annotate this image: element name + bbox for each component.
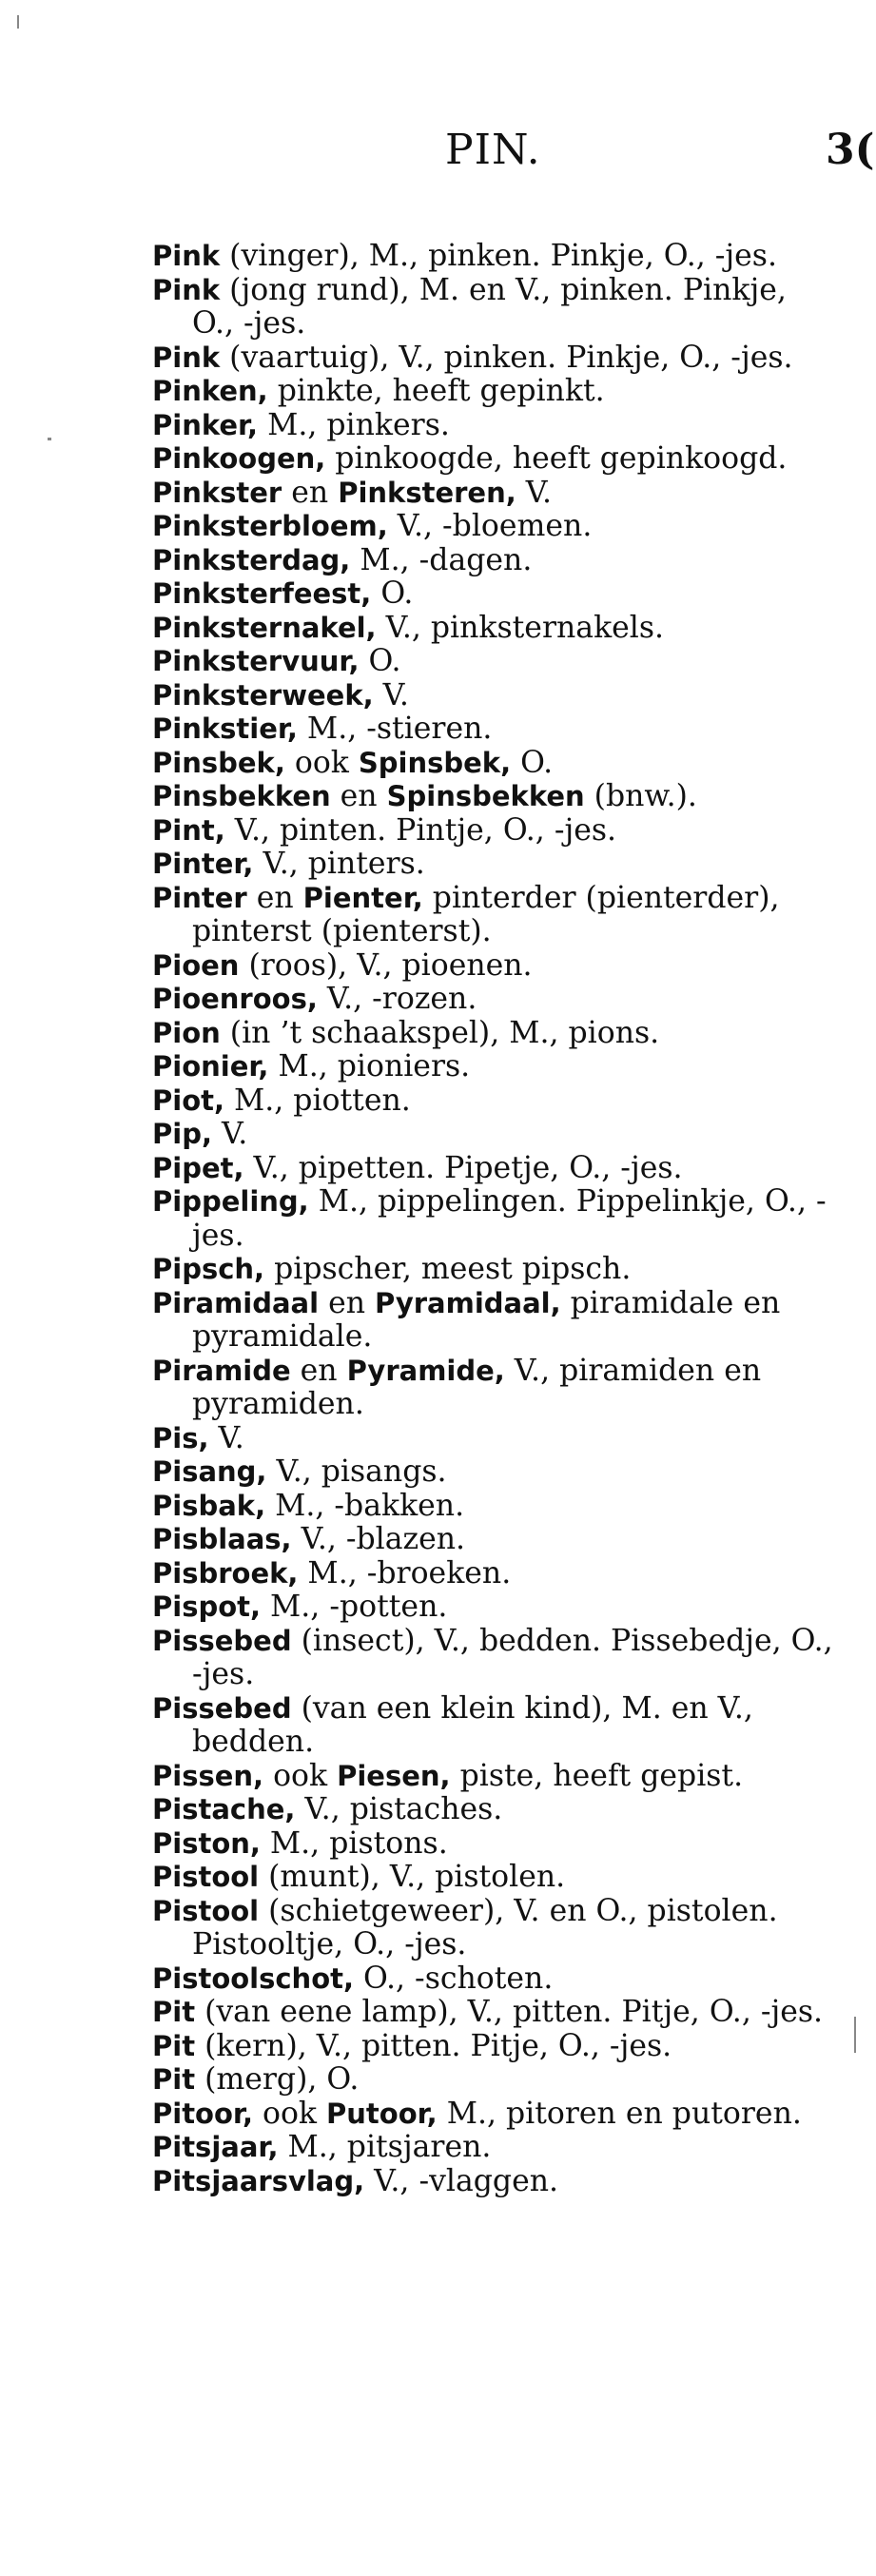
headword: Pinken, — [152, 375, 268, 407]
headword: Pioenroos, — [152, 983, 318, 1015]
dictionary-entry — [152, 1590, 837, 1625]
dictionary-entry — [152, 1523, 837, 1557]
dictionary-entry — [152, 1455, 837, 1490]
headword: Pitsjaarsvlag, — [152, 2164, 365, 2197]
headword: Pistache, — [152, 1793, 296, 1825]
dictionary-entry — [152, 2131, 837, 2165]
definition-text: en — [246, 880, 303, 915]
dictionary-entry — [152, 1355, 837, 1422]
headword: Piramide — [152, 1354, 291, 1387]
dictionary-entry — [152, 1422, 837, 1456]
headword: Spinsbek, — [358, 746, 512, 779]
dictionary-entry — [152, 1084, 837, 1119]
headword: Pitoor, — [152, 2097, 253, 2130]
headword: Piston, — [152, 1826, 261, 1860]
dictionary-entry — [152, 375, 837, 409]
definition-text: en — [330, 779, 387, 813]
dictionary-entry — [152, 848, 837, 882]
definition-text: pipscher, meest pipsch. — [264, 1252, 632, 1286]
dictionary-entry — [152, 1760, 837, 1794]
definition-text: V., pistaches. — [295, 1792, 503, 1826]
definition-text: pinkoogde, heeft gepinkoogd. — [325, 441, 788, 476]
headword: Pitsjaar, — [152, 2131, 279, 2163]
dictionary-entry — [152, 577, 837, 612]
definition-text: M., -bakken. — [265, 1488, 465, 1523]
headword: Pyramide, — [346, 1354, 505, 1387]
dictionary-entry — [152, 442, 837, 477]
dictionary-entry — [152, 240, 837, 274]
dictionary-entry — [152, 544, 837, 578]
headword: Spinsbekken — [386, 780, 585, 812]
definition-text: V., -rozen. — [317, 982, 477, 1016]
definition-text: pinterder (pienterder), pinterst (pienterst). — [192, 880, 780, 948]
dictionary-entry — [152, 645, 837, 679]
definition-text: M., -potten. — [261, 1590, 448, 1624]
headword: Pissebed — [152, 1624, 292, 1657]
headword: Pispot, — [152, 1590, 262, 1623]
headword: Pinkoogen, — [152, 442, 326, 475]
headword: Pistool — [152, 1894, 260, 1927]
dictionary-entry — [152, 1827, 837, 1862]
headword: Pinsbekken — [152, 780, 331, 812]
headword: Pisblaas, — [152, 1523, 292, 1555]
headword: Putoor, — [326, 2097, 438, 2130]
headword: Pipet, — [152, 1151, 244, 1184]
dictionary-entry — [152, 1625, 837, 1692]
headword: Pinsbek, — [152, 746, 285, 779]
headword: Pion — [152, 1016, 221, 1049]
headword: Pip, — [152, 1118, 212, 1150]
definition-text: (insect), V., bedden. Pissebedje, O., -jes. — [192, 1623, 833, 1691]
dictionary-entry — [152, 1017, 837, 1051]
definition-text: (vinger), M., pinken. Pinkje, O., -jes. — [220, 239, 777, 273]
definition-text: V., -bloemen. — [387, 509, 593, 543]
headword: Pisbroek, — [152, 1556, 299, 1590]
dictionary-entry — [152, 1895, 837, 1962]
headword: Pint, — [152, 813, 225, 847]
page-number: 3( — [826, 126, 875, 174]
headword: Pink — [152, 273, 221, 306]
headword: Pippeling, — [152, 1185, 309, 1218]
headword: Pissebed — [152, 1691, 292, 1725]
definition-text: M., pitsjaren. — [278, 2130, 492, 2164]
headword: Pink — [152, 240, 221, 272]
definition-text: (munt), V., pistolen. — [259, 1860, 566, 1894]
dictionary-entry — [152, 1490, 837, 1524]
dictionary-entry — [152, 712, 837, 747]
definition-text: M., -dagen. — [350, 542, 533, 577]
definition-text: (kern), V., pitten. Pitje, O., -jes. — [195, 2028, 672, 2063]
definition-text: M., pinkers. — [258, 407, 450, 442]
definition-text: (jong rund), M. en V., pinken. Pinkje, O., -jes. — [192, 272, 787, 341]
headword: Pissen, — [152, 1759, 264, 1792]
dictionary-entry — [152, 1692, 837, 1760]
headword: Pinter — [152, 881, 247, 914]
definition-text: pinkte, heeft gepinkt. — [267, 374, 605, 408]
definition-text: en — [290, 1353, 347, 1388]
definition-text: V., pinten. Pintje, O., -jes. — [224, 812, 617, 848]
headword: Pinksterdag, — [152, 543, 351, 576]
definition-text: piste, heeft gepist. — [450, 1758, 744, 1793]
definition-text: V., pisangs. — [266, 1454, 447, 1489]
headword: Pioen — [152, 948, 240, 982]
margin-mark — [48, 438, 51, 440]
headword: Pistool — [152, 1861, 260, 1893]
headword: Pinkstervuur, — [152, 645, 360, 677]
dictionary-entry — [152, 477, 837, 511]
definition-text: V., -vlaggen. — [364, 2163, 559, 2198]
definition-text: ook — [284, 745, 359, 780]
running-head: PIN. — [445, 126, 541, 174]
definition-text: V. — [211, 1117, 248, 1151]
definition-text: V., -blazen. — [291, 1522, 466, 1556]
definition-text: O. — [511, 745, 554, 780]
headword: Pinksterfeest, — [152, 577, 372, 610]
definition-text: piramidale en pyramidale. — [192, 1285, 781, 1354]
page-header — [0, 126, 876, 183]
dictionary-entry — [152, 747, 837, 781]
headword: Pink — [152, 341, 221, 374]
dictionary-entry — [152, 1557, 837, 1591]
dictionary-entry — [152, 1253, 837, 1287]
dictionary-entry — [152, 1861, 837, 1895]
dictionary-entry — [152, 949, 837, 984]
definition-text: ook — [263, 1758, 338, 1793]
headword: Pienter, — [302, 881, 423, 914]
definition-text: ook — [252, 2096, 327, 2131]
definition-text: (in ’t schaakspel), M., pions. — [220, 1015, 660, 1050]
definition-text: V. — [516, 475, 553, 510]
headword: Pinksterweek, — [152, 678, 374, 712]
dictionary-entry — [152, 2098, 837, 2132]
definition-text: O., -schoten. — [354, 1961, 554, 1996]
definition-text: en — [282, 475, 339, 510]
definition-text: (van eene lamp), V., pitten. Pitje, O., -jes. — [195, 1995, 824, 2029]
definition-text: (bnw.). — [584, 779, 697, 813]
definition-text: (van een klein kind), M. en V., bedden. — [192, 1690, 753, 1759]
definition-text: V. — [208, 1420, 244, 1455]
headword: Pinksterbloem, — [152, 510, 388, 542]
dictionary-entry — [152, 342, 837, 376]
definition-text: (roos), V., pioenen. — [239, 947, 533, 983]
headword: Pinkstier, — [152, 712, 298, 745]
definition-text: V., pinters. — [253, 847, 425, 881]
dictionary-entry — [152, 1287, 837, 1355]
dictionary-entry — [152, 1152, 837, 1186]
definition-text: V., pipetten. Pipetje, O., -jes. — [243, 1150, 683, 1185]
definition-text: M., pioniers. — [268, 1049, 471, 1083]
headword: Pisbak, — [152, 1489, 266, 1522]
headword: Pinksteren, — [338, 476, 516, 509]
dictionary-entry — [152, 2030, 837, 2064]
definition-text: (merg), O. — [195, 2062, 360, 2097]
headword: Pionier, — [152, 1050, 269, 1083]
margin-mark — [17, 15, 19, 29]
headword: Pit — [152, 2029, 196, 2062]
dictionary-entry — [152, 780, 837, 814]
dictionary-entry — [152, 1996, 837, 2030]
dictionary-entry — [152, 983, 837, 1017]
dictionary-entry — [152, 1962, 837, 1997]
dictionary-entry — [152, 612, 837, 646]
definition-text: V., pinksternakels. — [376, 610, 665, 645]
definition-text: M., piotten. — [224, 1083, 411, 1118]
headword: Pis, — [152, 1421, 209, 1454]
definition-text: M., -broeken. — [298, 1555, 512, 1590]
definition-text: (schietgeweer), V. en O., pistolen. Pistooltje, O., -jes. — [192, 1893, 778, 1961]
dictionary-entry — [152, 1118, 837, 1152]
headword: Pisang, — [152, 1455, 267, 1488]
margin-mark — [854, 2017, 856, 2053]
definition-text: M., pistons. — [260, 1825, 448, 1861]
dictionary-entry — [152, 2063, 837, 2098]
dictionary-entry — [152, 1050, 837, 1084]
dictionary-entry — [152, 882, 837, 949]
headword: Pyramidaal, — [375, 1286, 561, 1319]
headword: Pinksternakel, — [152, 611, 377, 644]
headword: Pinker, — [152, 408, 259, 441]
headword: Pinter, — [152, 848, 254, 880]
definition-text: V. — [373, 677, 409, 712]
dictionary-entry — [152, 409, 837, 443]
dictionary-entry — [152, 510, 837, 544]
dictionary-entry — [152, 2165, 837, 2199]
headword: Pit — [152, 1996, 196, 2028]
definition-text: O. — [371, 576, 414, 611]
headword: Pinkster — [152, 476, 282, 509]
dictionary-entry — [152, 814, 837, 849]
headword: Piesen, — [337, 1759, 451, 1792]
headword: Pistoolschot, — [152, 1961, 355, 1995]
definition-text: en — [319, 1285, 376, 1320]
definition-text: M., pippelingen. Pippelinkje, O., -jes. — [192, 1184, 827, 1253]
definition-text: M., pitoren en putoren. — [437, 2096, 802, 2131]
dictionary-entry — [152, 1185, 837, 1253]
dictionary-entry — [152, 679, 837, 713]
definition-text: V., piramiden en pyramiden. — [192, 1353, 762, 1421]
definition-text: O. — [359, 644, 401, 678]
definition-text: (vaartuig), V., pinken. Pinkje, O., -jes. — [220, 340, 793, 375]
dictionary-entry — [152, 1793, 837, 1827]
headword: Piramidaal — [152, 1286, 320, 1319]
dictionary-entry — [152, 274, 837, 342]
definition-text: M., -stieren. — [297, 712, 493, 746]
dictionary-entries — [152, 240, 837, 2198]
headword: Pit — [152, 2063, 196, 2096]
headword: Pipsch, — [152, 1253, 265, 1285]
headword: Piot, — [152, 1083, 224, 1117]
